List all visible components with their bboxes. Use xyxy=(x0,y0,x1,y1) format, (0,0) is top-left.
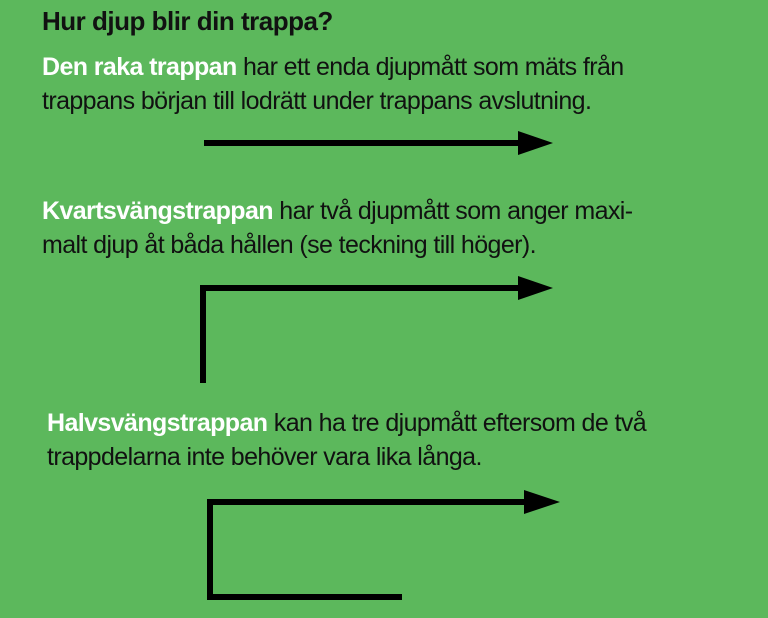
quarter-turn-stair-text-line1: har två djupmått som anger maxi- xyxy=(272,197,633,225)
half-turn-stair-text-line2: trappdelarna inte behöver vara lika långa. xyxy=(47,443,482,471)
half-turn-stair-lead: Halvsvängstrappan xyxy=(47,409,268,437)
quarter-turn-stair-lead: Kvartsvängstrappan xyxy=(42,197,273,225)
quarter-turn-stair-text-line2: malt djup åt båda hållen (se teckning till höger). xyxy=(42,231,536,259)
straight-stair-text-line1: har ett enda djupmått som mäts från xyxy=(236,53,624,81)
page-title: Hur djup blir din trappa? xyxy=(42,6,333,36)
quarter-turn-stair-arrow-icon xyxy=(203,276,553,383)
straight-stair-arrow-icon xyxy=(204,131,553,155)
half-turn-stair-arrow-icon xyxy=(210,490,560,597)
half-turn-stair-text-line1: kan ha tre djupmått eftersom de två xyxy=(267,409,647,437)
straight-stair-lead: Den raka trappan xyxy=(42,53,237,81)
straight-stair-text-line2: trappans början till lodrätt under trappans avslutning. xyxy=(42,87,592,115)
